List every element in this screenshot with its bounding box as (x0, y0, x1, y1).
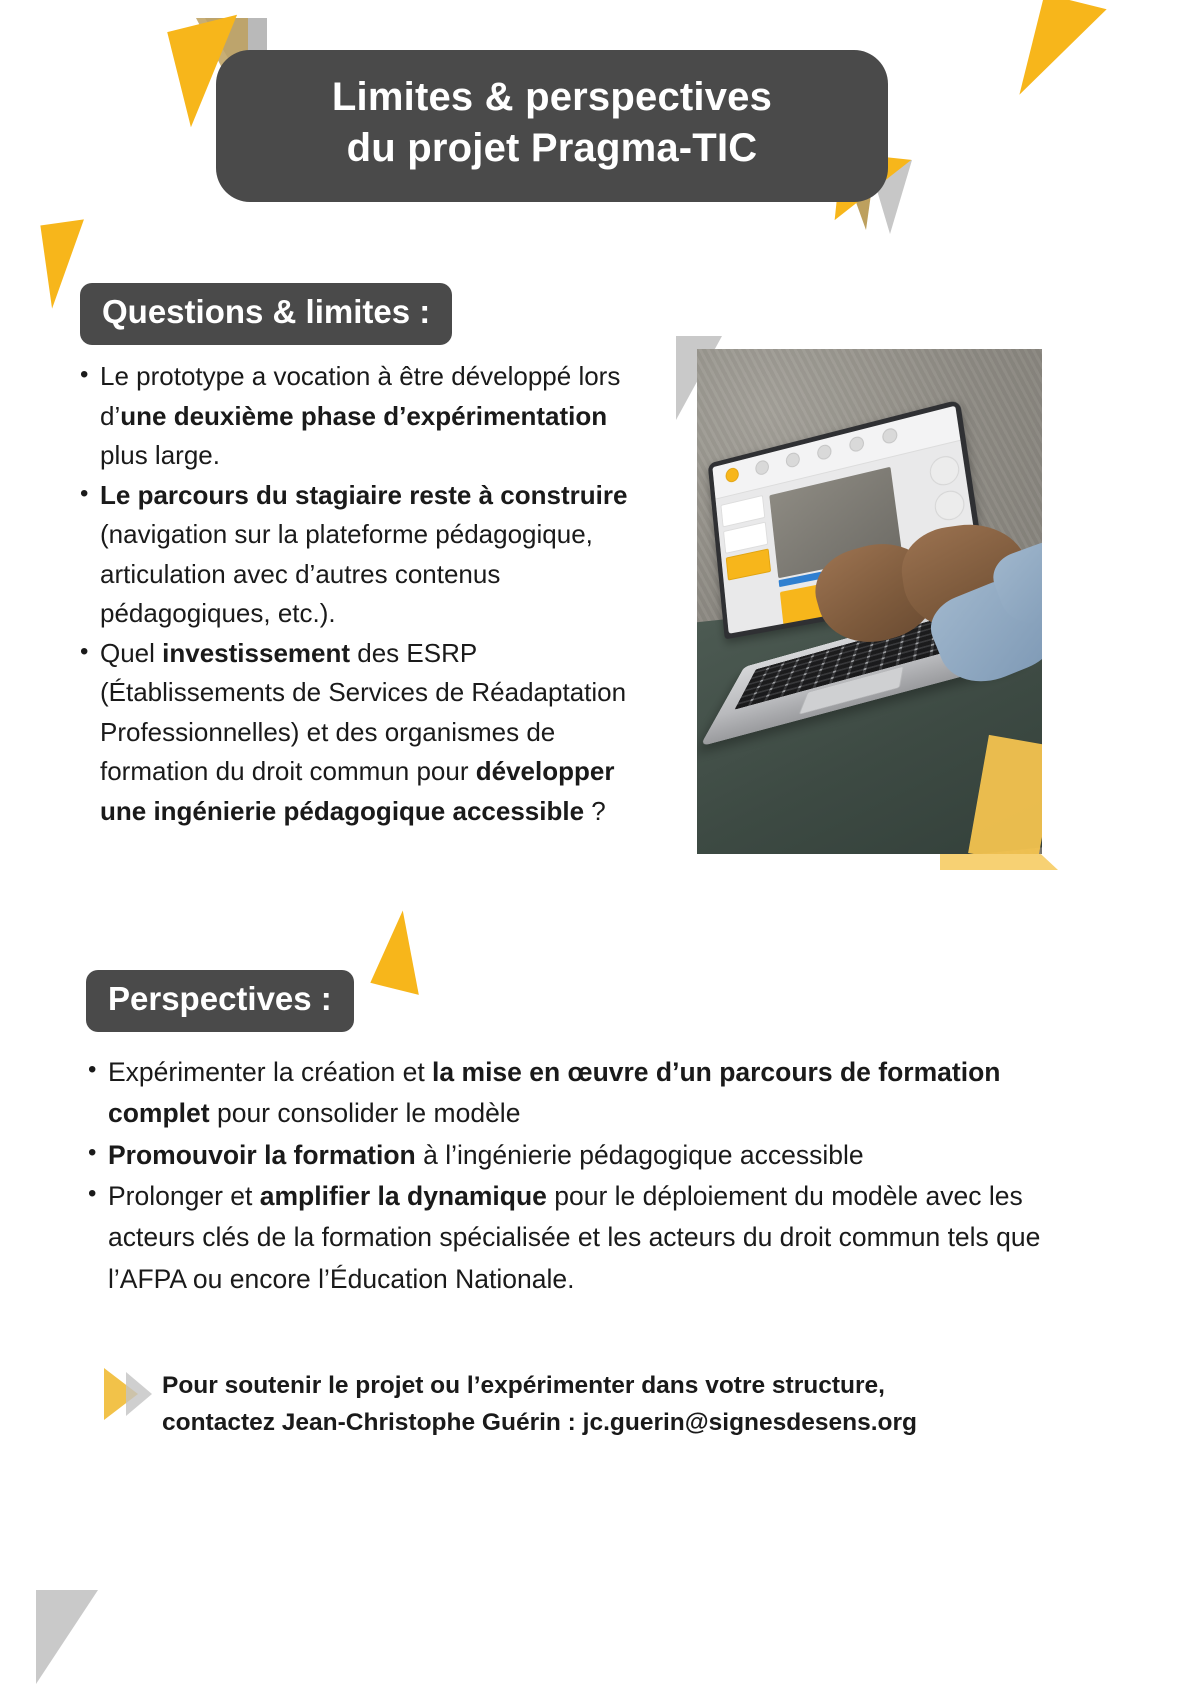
bullet-emphasis: amplifier la dynamique (259, 1180, 547, 1211)
triangle-yellow-top-right (1019, 0, 1106, 110)
laptop-user-photo (697, 349, 1042, 854)
list-item (78, 634, 658, 832)
bullet-text: plus large. (100, 440, 220, 471)
triangle-grey-contact (126, 1372, 152, 1416)
bullet-text: Expérimenter la création et (108, 1057, 433, 1087)
bullet-text: (navigation sur la plateforme pédagogique, articulation avec d’autres contenus pédagogiques, etc.). (100, 519, 593, 629)
bullet-text: à l’ingénierie pédagogique accessible (415, 1139, 864, 1170)
bullet-text: Prolonger et (108, 1180, 260, 1211)
bullet-emphasis: investissement (162, 637, 351, 668)
screen-card-3 (726, 548, 771, 580)
section-heading-questions: Questions & limites : (80, 283, 452, 345)
bullet-text: Quel (100, 637, 163, 668)
contact-line-1: Pour soutenir le projet ou l’expérimenter dans votre structure, (162, 1372, 885, 1399)
bullet-list-perspectives (86, 1052, 1086, 1300)
bullet-text: ? (584, 795, 606, 826)
contact-block (162, 1368, 1062, 1442)
list-item (86, 1052, 1086, 1135)
bullet-text: pour consolider le modèle (209, 1098, 521, 1129)
bullet-emphasis: Le parcours du stagiaire reste à construire (100, 479, 628, 510)
list-item (86, 1176, 1086, 1300)
bullet-list-questions (78, 357, 658, 831)
page-title-line-1: Limites & perspectives (331, 75, 773, 119)
bullet-emphasis: développer une ingénierie pédagogique accessible (100, 756, 615, 826)
list-item (78, 357, 658, 476)
bullet-text: pour le déploiement du modèle avec les acteurs clés de la formation spécialisée et les acteurs du droit commun tels que l’AFPA ou encore l’Éducation Nationale. (108, 1180, 1041, 1294)
triangle-grey-bottom-left (36, 1590, 98, 1684)
contact-line-2: contactez Jean-Christophe Guérin : jc.guerin@signesdesens.org (162, 1408, 917, 1436)
page-title (216, 50, 888, 202)
bullet-text: des ESRP (Établissements de Services de Réadaptation Professionnelles) et des organismes de formation du droit commun pour (100, 637, 627, 787)
screen-right-button-2 (933, 488, 967, 523)
bullet-emphasis: Promouvoir la formation (108, 1139, 416, 1170)
section-heading-perspectives: Perspectives : (86, 970, 354, 1032)
bullet-emphasis: une deuxième phase d’expérimentation (120, 400, 608, 431)
list-item (86, 1135, 1086, 1176)
page-title-line-2: du projet Pragma-TIC (346, 126, 758, 171)
screen-right-button-1 (928, 453, 961, 488)
bullet-emphasis: la mise en œuvre d’un parcours de formation complet (108, 1057, 1001, 1129)
list-item (78, 476, 658, 634)
bullet-text: Le prototype a vocation à être développé lors d’ (100, 361, 621, 431)
